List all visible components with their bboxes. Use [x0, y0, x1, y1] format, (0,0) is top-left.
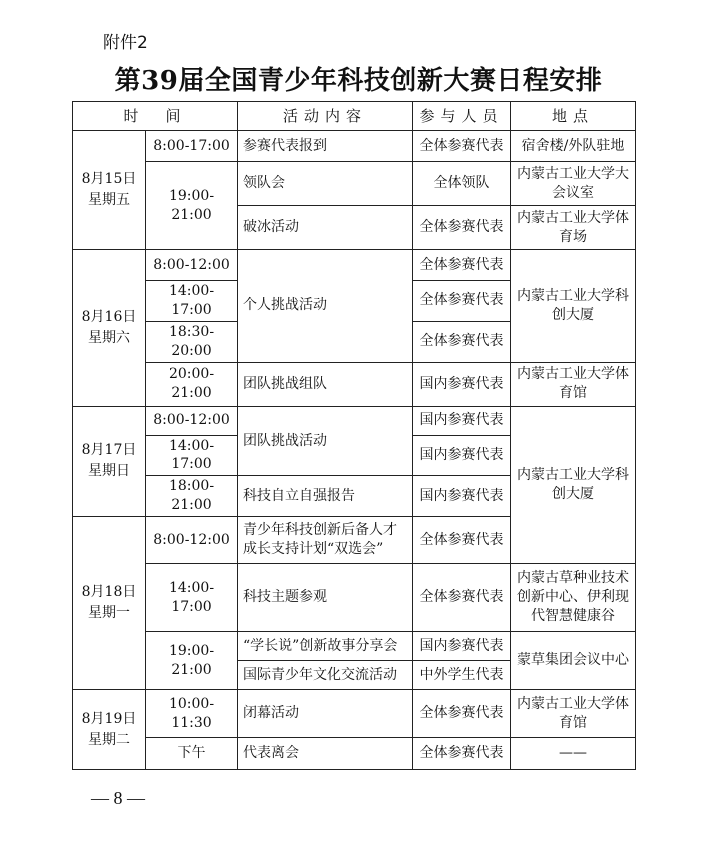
time-cell: 20:00-21:00 [146, 362, 238, 406]
time-cell: 14:00-17:00 [146, 564, 238, 632]
attachment-label: 附件2 [103, 33, 148, 53]
day-weekday: 星期二 [88, 731, 130, 748]
time-cell: 14:00-17:00 [146, 435, 238, 476]
location-cell: 内蒙古草种业技术创新中心、伊利现代智慧健康谷 [511, 564, 636, 632]
header-location: 地点 [511, 102, 636, 131]
day-weekday: 星期五 [88, 192, 130, 208]
time-cell: 10:00-11:30 [146, 690, 238, 738]
participants-cell: 国内参赛代表 [413, 362, 511, 406]
table-row [73, 406, 636, 435]
activity-cell: 闭幕活动 [238, 690, 413, 738]
table-header-row [73, 102, 636, 131]
table-row [73, 564, 636, 632]
location-cell: 内蒙古工业大学大会议室 [511, 162, 636, 206]
activity-cell: 破冰活动 [238, 206, 413, 250]
location-cell: —— [511, 738, 636, 770]
location-cell: 内蒙古工业大学体育场 [511, 206, 636, 250]
document-title: 第39届全国青少年科技创新大赛日程安排 [114, 66, 603, 96]
time-cell: 18:00-21:00 [146, 476, 238, 517]
location-cell: 宿舍楼/外队驻地 [511, 131, 636, 162]
time-cell: 8:00-17:00 [146, 131, 238, 162]
day-weekday: 星期六 [88, 329, 130, 346]
participants-cell: 国内参赛代表 [413, 435, 511, 476]
activity-cell: 青少年科技创新后备人才成长支持计划“双选会” [238, 517, 413, 564]
schedule-table [72, 101, 636, 770]
day-weekday: 星期日 [88, 463, 130, 480]
day-cell [73, 690, 146, 770]
activity-cell: 参赛代表报到 [238, 131, 413, 162]
location-cell: 内蒙古工业大学体育馆 [511, 362, 636, 406]
activity-cell: 科技自立自强报告 [238, 476, 413, 517]
activity-cell: 国际青少年文化交流活动 [238, 661, 413, 690]
participants-cell: 全体参赛代表 [413, 564, 511, 632]
time-cell: 19:00-21:00 [146, 162, 238, 250]
header-participants: 参与人员 [413, 102, 511, 131]
participants-cell: 国内参赛代表 [413, 406, 511, 435]
time-cell: 18:30-20:00 [146, 321, 238, 362]
activity-cell: 代表离会 [238, 738, 413, 770]
participants-cell: 全体领队 [413, 162, 511, 206]
day-date: 8月17日 [81, 442, 137, 459]
location-cell: 内蒙古工业大学科创大厦 [511, 406, 636, 564]
time-cell: 19:00-21:00 [146, 632, 238, 690]
time-cell: 8:00-12:00 [146, 517, 238, 564]
participants-cell: 全体参赛代表 [413, 281, 511, 322]
activity-cell: 科技主题参观 [238, 564, 413, 632]
time-cell: 14:00-17:00 [146, 281, 238, 322]
participants-cell: 全体参赛代表 [413, 131, 511, 162]
day-cell [73, 406, 146, 517]
header-activity: 活动内容 [238, 102, 413, 131]
table-row [73, 632, 636, 661]
day-weekday: 星期一 [88, 605, 130, 622]
participants-cell: 全体参赛代表 [413, 517, 511, 564]
day-date: 8月15日 [81, 171, 137, 187]
participants-cell: 全体参赛代表 [413, 321, 511, 362]
table-row [73, 738, 636, 770]
table-row [73, 162, 636, 206]
table-row [73, 250, 636, 281]
location-cell: 内蒙古工业大学科创大厦 [511, 250, 636, 363]
table-row [73, 131, 636, 162]
participants-cell: 全体参赛代表 [413, 250, 511, 281]
day-date: 8月19日 [81, 710, 137, 727]
activity-cell: 团队挑战活动 [238, 406, 413, 476]
participants-cell: 国内参赛代表 [413, 632, 511, 661]
location-cell: 蒙草集团会议中心 [511, 632, 636, 690]
participants-cell: 全体参赛代表 [413, 690, 511, 738]
location-cell: 内蒙古工业大学体育馆 [511, 690, 636, 738]
activity-cell: “学长说”创新故事分享会 [238, 632, 413, 661]
day-date: 8月16日 [81, 308, 137, 325]
page-number: — 8 — [91, 788, 145, 808]
day-date: 8月18日 [81, 584, 137, 601]
participants-cell: 全体参赛代表 [413, 206, 511, 250]
header-time: 时 间 [73, 102, 238, 131]
time-cell: 8:00-12:00 [146, 250, 238, 281]
time-cell: 下午 [146, 738, 238, 770]
participants-cell: 全体参赛代表 [413, 738, 511, 770]
day-cell [73, 131, 146, 250]
table-row [73, 690, 636, 738]
participants-cell: 中外学生代表 [413, 661, 511, 690]
participants-cell: 国内参赛代表 [413, 476, 511, 517]
activity-cell: 领队会 [238, 162, 413, 206]
day-cell [73, 250, 146, 407]
table-row [73, 362, 636, 406]
activity-cell: 个人挑战活动 [238, 250, 413, 363]
day-cell [73, 517, 146, 690]
activity-cell: 团队挑战组队 [238, 362, 413, 406]
time-cell: 8:00-12:00 [146, 406, 238, 435]
